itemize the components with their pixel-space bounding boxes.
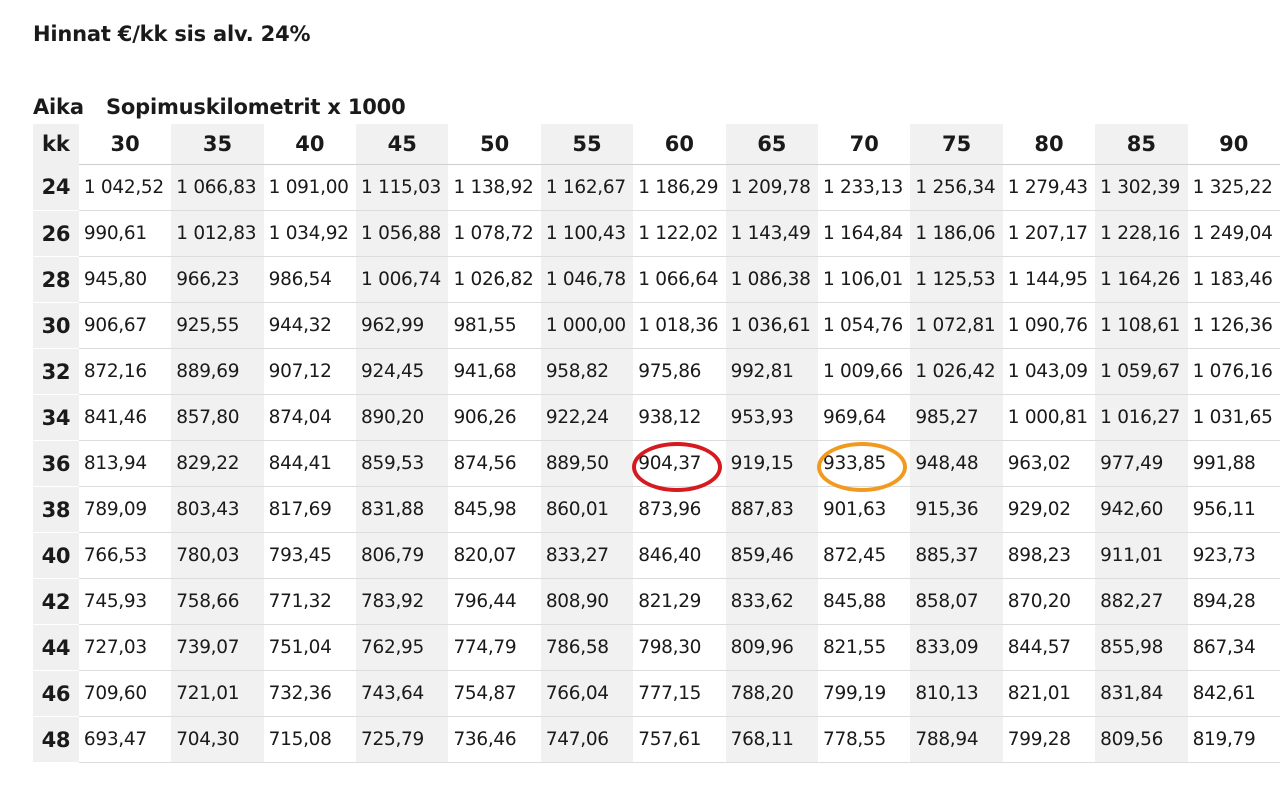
row-months-label: 42: [33, 579, 79, 625]
price-cell: 715,08: [264, 717, 356, 763]
price-cell: 821,55: [818, 625, 910, 671]
price-cell: 1 125,53: [910, 257, 1002, 303]
price-cell: 911,01: [1095, 533, 1187, 579]
price-table: [33, 124, 1280, 763]
price-cell: 1 018,36: [633, 303, 725, 349]
price-cell: 1 059,67: [1095, 349, 1187, 395]
price-cell: 1 106,01: [818, 257, 910, 303]
table-header-labels: [33, 95, 406, 119]
price-cell: 732,36: [264, 671, 356, 717]
price-cell: 780,03: [171, 533, 263, 579]
price-cell: 1 066,64: [633, 257, 725, 303]
price-cell: 1 042,52: [79, 165, 171, 211]
price-cell: 1 066,83: [171, 165, 263, 211]
price-cell: 739,07: [171, 625, 263, 671]
column-header-row: [33, 124, 1280, 165]
price-cell: 788,20: [726, 671, 818, 717]
price-cell: 813,94: [79, 441, 171, 487]
price-cell: 1 046,78: [541, 257, 633, 303]
price-cell: 754,87: [448, 671, 540, 717]
table-row: [33, 395, 1280, 441]
row-months-label: 40: [33, 533, 79, 579]
price-cell: 796,44: [448, 579, 540, 625]
price-cell: 842,61: [1188, 671, 1280, 717]
price-cell: 898,23: [1003, 533, 1095, 579]
price-cell: 985,27: [910, 395, 1002, 441]
price-cell: 889,50: [541, 441, 633, 487]
column-header-km-75: 75: [910, 124, 1002, 165]
column-header-km-40: 40: [264, 124, 356, 165]
price-cell: 901,63: [818, 487, 910, 533]
price-cell: 846,40: [633, 533, 725, 579]
price-cell: 693,47: [79, 717, 171, 763]
column-header-km-85: 85: [1095, 124, 1187, 165]
table-row: [33, 165, 1280, 211]
price-cell: 919,15: [726, 441, 818, 487]
price-cell: 874,56: [448, 441, 540, 487]
price-cell: 845,88: [818, 579, 910, 625]
price-cell: 1 034,92: [264, 211, 356, 257]
price-cell: 821,01: [1003, 671, 1095, 717]
price-cell: 747,06: [541, 717, 633, 763]
price-cell: 963,02: [1003, 441, 1095, 487]
price-cell: 704,30: [171, 717, 263, 763]
column-header-km-90: 90: [1188, 124, 1280, 165]
price-cell: 925,55: [171, 303, 263, 349]
price-cell: 751,04: [264, 625, 356, 671]
price-cell: 945,80: [79, 257, 171, 303]
column-header-km-30: 30: [79, 124, 171, 165]
price-cell: 799,28: [1003, 717, 1095, 763]
column-header-km-35: 35: [171, 124, 263, 165]
price-cell: 882,27: [1095, 579, 1187, 625]
price-cell: 906,67: [79, 303, 171, 349]
column-header-km-80: 80: [1003, 124, 1095, 165]
price-cell: 858,07: [910, 579, 1002, 625]
price-cell: 844,57: [1003, 625, 1095, 671]
price-cell: 789,09: [79, 487, 171, 533]
table-row: [33, 625, 1280, 671]
price-cell: 1 233,13: [818, 165, 910, 211]
price-cell: 870,20: [1003, 579, 1095, 625]
price-cell: 894,28: [1188, 579, 1280, 625]
price-cell: 768,11: [726, 717, 818, 763]
column-header-km-45: 45: [356, 124, 448, 165]
price-cell: 887,83: [726, 487, 818, 533]
price-cell: 1 164,84: [818, 211, 910, 257]
price-cell: 1 186,29: [633, 165, 725, 211]
price-cell: 873,96: [633, 487, 725, 533]
price-cell: 831,88: [356, 487, 448, 533]
price-caption: Hinnat €/kk sis alv. 24%: [33, 22, 311, 46]
months-header: kk: [33, 124, 79, 165]
column-header-km-65: 65: [726, 124, 818, 165]
price-cell: 1 144,95: [1003, 257, 1095, 303]
price-cell: 1 026,82: [448, 257, 540, 303]
price-cell: 844,41: [264, 441, 356, 487]
price-cell: 777,15: [633, 671, 725, 717]
price-cell: 1 126,36: [1188, 303, 1280, 349]
row-months-label: 34: [33, 395, 79, 441]
row-months-label: 28: [33, 257, 79, 303]
price-cell: 992,81: [726, 349, 818, 395]
price-cell: 962,99: [356, 303, 448, 349]
price-cell: 819,79: [1188, 717, 1280, 763]
price-cell: 1 056,88: [356, 211, 448, 257]
table-row: [33, 211, 1280, 257]
price-cell: 874,04: [264, 395, 356, 441]
price-cell: 788,94: [910, 717, 1002, 763]
table-row: [33, 533, 1280, 579]
price-cell: 1 143,49: [726, 211, 818, 257]
price-cell: 1 302,39: [1095, 165, 1187, 211]
price-cell: 938,12: [633, 395, 725, 441]
price-cell: 766,53: [79, 533, 171, 579]
price-cell: 942,60: [1095, 487, 1187, 533]
column-header-km-55: 55: [541, 124, 633, 165]
price-cell: 736,46: [448, 717, 540, 763]
price-cell: 806,79: [356, 533, 448, 579]
price-cell: 809,56: [1095, 717, 1187, 763]
price-cell: 948,48: [910, 441, 1002, 487]
price-cell: 956,11: [1188, 487, 1280, 533]
row-months-label: 48: [33, 717, 79, 763]
column-header-km-60: 60: [633, 124, 725, 165]
price-cell: 981,55: [448, 303, 540, 349]
price-cell: 774,79: [448, 625, 540, 671]
price-cell: 872,16: [79, 349, 171, 395]
price-cell: 915,36: [910, 487, 1002, 533]
row-months-label: 24: [33, 165, 79, 211]
price-cell: 1 100,43: [541, 211, 633, 257]
price-cell: 845,98: [448, 487, 540, 533]
price-cell: 1 054,76: [818, 303, 910, 349]
price-cell: 1 036,61: [726, 303, 818, 349]
price-cell: 758,66: [171, 579, 263, 625]
table-row: [33, 349, 1280, 395]
price-cell: 1 072,81: [910, 303, 1002, 349]
price-cell: 1 115,03: [356, 165, 448, 211]
price-table-body: [33, 165, 1280, 763]
price-cell: 1 006,74: [356, 257, 448, 303]
price-cell: 1 209,78: [726, 165, 818, 211]
price-cell: 798,30: [633, 625, 725, 671]
price-cell: 808,90: [541, 579, 633, 625]
price-cell: 709,60: [79, 671, 171, 717]
price-cell: 857,80: [171, 395, 263, 441]
price-cell: 859,53: [356, 441, 448, 487]
price-cell: 922,24: [541, 395, 633, 441]
price-cell: 941,68: [448, 349, 540, 395]
price-cell: 766,04: [541, 671, 633, 717]
price-cell: 1 086,38: [726, 257, 818, 303]
price-cell: 1 279,43: [1003, 165, 1095, 211]
row-months-label: 26: [33, 211, 79, 257]
price-cell: 986,54: [264, 257, 356, 303]
price-cell: 890,20: [356, 395, 448, 441]
column-header-km-50: 50: [448, 124, 540, 165]
price-cell: 725,79: [356, 717, 448, 763]
price-cell: 762,95: [356, 625, 448, 671]
price-cell: 833,27: [541, 533, 633, 579]
price-cell: 923,73: [1188, 533, 1280, 579]
time-label: Aika: [33, 95, 84, 119]
row-months-label: 36: [33, 441, 79, 487]
price-cell: 833,09: [910, 625, 1002, 671]
price-cell: 1 249,04: [1188, 211, 1280, 257]
price-cell: 885,37: [910, 533, 1002, 579]
table-row: [33, 579, 1280, 625]
highlighted-price-cell: 933,85: [818, 441, 910, 487]
price-cell: 944,32: [264, 303, 356, 349]
price-cell: 817,69: [264, 487, 356, 533]
price-cell: 966,23: [171, 257, 263, 303]
km-label: Sopimuskilometrit x 1000: [106, 95, 406, 119]
table-row: [33, 257, 1280, 303]
price-cell: 1 000,00: [541, 303, 633, 349]
price-cell: 1 162,67: [541, 165, 633, 211]
row-months-label: 38: [33, 487, 79, 533]
price-cell: 829,22: [171, 441, 263, 487]
price-cell: 991,88: [1188, 441, 1280, 487]
price-cell: 721,01: [171, 671, 263, 717]
price-cell: 745,93: [79, 579, 171, 625]
column-header-km-70: 70: [818, 124, 910, 165]
price-cell: 771,32: [264, 579, 356, 625]
price-cell: 1 183,46: [1188, 257, 1280, 303]
price-cell: 975,86: [633, 349, 725, 395]
price-cell: 786,58: [541, 625, 633, 671]
price-cell: 1 164,26: [1095, 257, 1187, 303]
price-cell: 743,64: [356, 671, 448, 717]
price-cell: 1 091,00: [264, 165, 356, 211]
price-cell: 793,45: [264, 533, 356, 579]
price-cell: 906,26: [448, 395, 540, 441]
price-cell: 1 031,65: [1188, 395, 1280, 441]
price-cell: 820,07: [448, 533, 540, 579]
price-cell: 803,43: [171, 487, 263, 533]
table-row: [33, 303, 1280, 349]
price-cell: 1 078,72: [448, 211, 540, 257]
price-cell: 1 325,22: [1188, 165, 1280, 211]
price-cell: 990,61: [79, 211, 171, 257]
price-cell: 757,61: [633, 717, 725, 763]
price-cell: 929,02: [1003, 487, 1095, 533]
price-cell: 1 256,34: [910, 165, 1002, 211]
price-cell: 867,34: [1188, 625, 1280, 671]
price-cell: 1 000,81: [1003, 395, 1095, 441]
price-cell: 907,12: [264, 349, 356, 395]
price-cell: 1 138,92: [448, 165, 540, 211]
row-months-label: 32: [33, 349, 79, 395]
row-months-label: 44: [33, 625, 79, 671]
price-cell: 1 016,27: [1095, 395, 1187, 441]
price-cell: 969,64: [818, 395, 910, 441]
price-cell: 841,46: [79, 395, 171, 441]
price-cell: 833,62: [726, 579, 818, 625]
table-row: [33, 441, 1280, 487]
price-cell: 859,46: [726, 533, 818, 579]
price-cell: 958,82: [541, 349, 633, 395]
price-cell: 799,19: [818, 671, 910, 717]
price-cell: 821,29: [633, 579, 725, 625]
price-cell: 1 043,09: [1003, 349, 1095, 395]
price-cell: 977,49: [1095, 441, 1187, 487]
price-cell: 1 108,61: [1095, 303, 1187, 349]
price-cell: 889,69: [171, 349, 263, 395]
price-cell: 860,01: [541, 487, 633, 533]
row-months-label: 30: [33, 303, 79, 349]
price-cell: 1 009,66: [818, 349, 910, 395]
price-cell: 727,03: [79, 625, 171, 671]
highlighted-price-cell: 904,37: [633, 441, 725, 487]
table-row: [33, 671, 1280, 717]
price-cell: 1 026,42: [910, 349, 1002, 395]
price-cell: 1 228,16: [1095, 211, 1187, 257]
price-cell: 1 076,16: [1188, 349, 1280, 395]
price-cell: 1 090,76: [1003, 303, 1095, 349]
table-row: [33, 717, 1280, 763]
price-cell: 953,93: [726, 395, 818, 441]
row-months-label: 46: [33, 671, 79, 717]
price-cell: 1 122,02: [633, 211, 725, 257]
price-cell: 924,45: [356, 349, 448, 395]
table-row: [33, 487, 1280, 533]
price-cell: 831,84: [1095, 671, 1187, 717]
price-cell: 783,92: [356, 579, 448, 625]
price-cell: 809,96: [726, 625, 818, 671]
price-cell: 1 207,17: [1003, 211, 1095, 257]
price-cell: 1 186,06: [910, 211, 1002, 257]
price-cell: 810,13: [910, 671, 1002, 717]
price-cell: 1 012,83: [171, 211, 263, 257]
price-cell: 778,55: [818, 717, 910, 763]
price-cell: 855,98: [1095, 625, 1187, 671]
price-cell: 872,45: [818, 533, 910, 579]
